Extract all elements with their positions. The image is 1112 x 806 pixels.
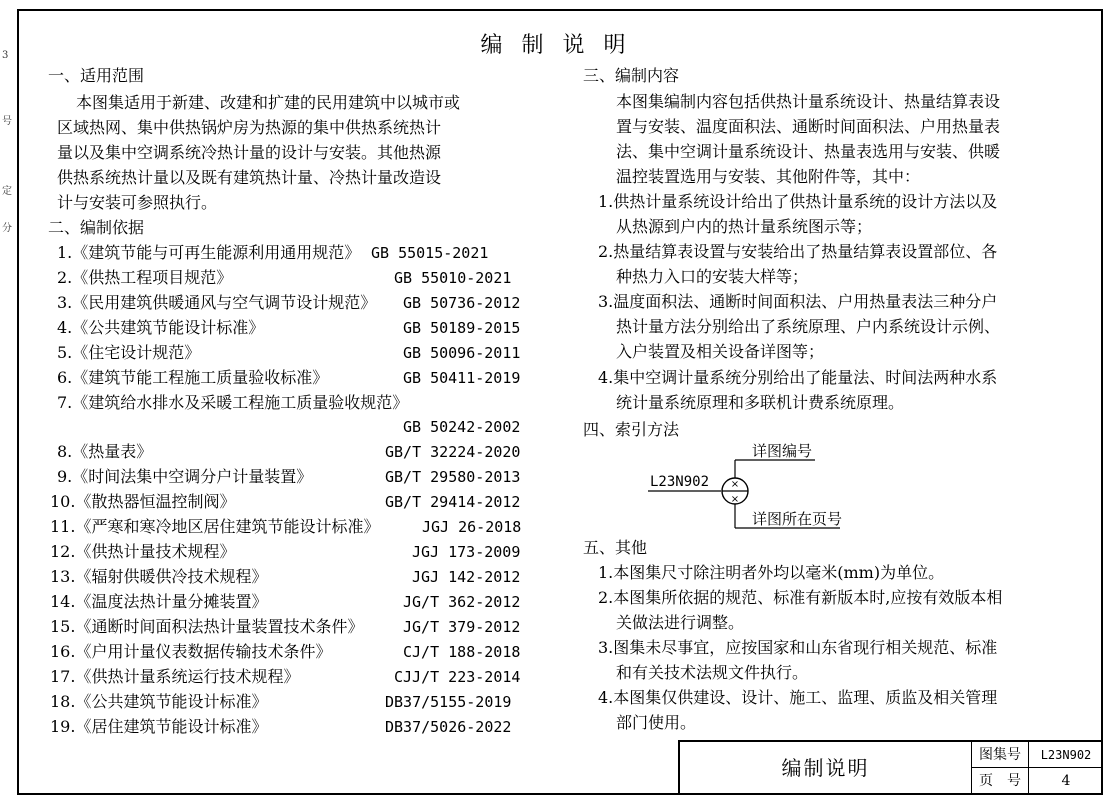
list-item-continuation: 关做法进行调整。 <box>616 613 745 632</box>
paragraph-line: 本图集适用于新建、改建和扩建的民用建筑中以城市或 <box>76 93 461 112</box>
standard-code: GB 55015-2021 <box>371 244 489 262</box>
atlas-number-value: L23N902 <box>1029 742 1103 768</box>
section-heading: 二、编制依据 <box>48 218 145 237</box>
standard-code: DB37/5026-2022 <box>385 718 512 736</box>
standard-code: GB 50411-2019 <box>403 369 521 387</box>
list-item: 13.《辐射供暖供冷技术规程》 <box>50 567 268 586</box>
list-item: 12.《供热计量技术规程》 <box>50 542 236 561</box>
paragraph-line: 法、集中空调计量系统设计、热量表选用与安装、供暖 <box>616 142 1001 161</box>
standard-code: JG/T 379-2012 <box>403 618 521 636</box>
list-item: 2.热量结算表设置与安装给出了热量结算表设置部位、各 <box>598 242 998 261</box>
list-item: 2.本图集所依据的规范、标准有新版本时,应按有效版本相 <box>598 588 1003 607</box>
list-item: 3.《民用建筑供暖通风与空气调节设计规范》 <box>57 293 377 312</box>
standard-name: 《公共建筑节能设计标准》 <box>72 318 265 337</box>
standard-name: 《散热器恒温控制阀》 <box>75 492 236 511</box>
index-mark-top: × <box>730 479 740 490</box>
list-item: 15.《通断时间面积法热计量装置技术条件》 <box>50 617 364 636</box>
page-number-label: 页 号 <box>972 768 1029 795</box>
strip-mark: 号 <box>2 116 12 127</box>
standard-code: GB 50736-2012 <box>403 294 521 312</box>
standard-name: 《时间法集中空调分户计量装置》 <box>72 467 313 486</box>
label-detail-number: 详图编号 <box>752 442 813 460</box>
list-item: 5.《住宅设计规范》 <box>57 343 201 362</box>
list-item-continuation: 种热力入口的安装大样等； <box>616 267 809 286</box>
standard-name: 《供热工程项目规范》 <box>72 268 233 287</box>
left-binding-strip <box>0 9 17 795</box>
list-item: 3.温度面积法、通断时间面积法、户用热量表法三种分户 <box>598 292 998 311</box>
list-item: 9.《时间法集中空调分户计量装置》 <box>57 467 313 486</box>
standard-code: GB 50242-2002 <box>403 418 521 436</box>
section-heading: 四、索引方法 <box>583 420 680 439</box>
standard-name: 《热量表》 <box>72 442 153 461</box>
standard-name: 《温度法热计量分摊装置》 <box>75 592 268 611</box>
standard-code: JGJ 142-2012 <box>412 568 521 586</box>
standard-name: 《住宅设计规范》 <box>72 343 201 362</box>
page-title: 编 制 说 明 <box>480 33 632 58</box>
section-heading: 三、编制内容 <box>583 66 680 85</box>
standard-name: 《严寒和寒冷地区居住建筑节能设计标准》 <box>75 517 380 536</box>
list-item: 2.《供热工程项目规范》 <box>57 268 233 287</box>
standard-code: CJJ/T 223-2014 <box>394 668 521 686</box>
list-item: 14.《温度法热计量分摊装置》 <box>50 592 268 611</box>
standard-code: CJ/T 188-2018 <box>403 643 521 661</box>
standard-name: 《供热计量系统运行技术规程》 <box>75 667 300 686</box>
standard-code: GB/T 32224-2020 <box>385 443 521 461</box>
list-item: 1.供热计量系统设计给出了供热计量系统的设计方法以及 <box>598 192 998 211</box>
standard-code: JG/T 362-2012 <box>403 593 521 611</box>
standard-code: GB 50189-2015 <box>403 319 521 337</box>
list-item-continuation: 热计量方法分别给出了系统原理、户内系统设计示例、 <box>616 317 1001 336</box>
list-item-continuation: 和有关技术法规文件执行。 <box>616 663 809 682</box>
standard-name: 《民用建筑供暖通风与空气调节设计规范》 <box>72 293 377 312</box>
list-item: 4.本图集仅供建设、设计、施工、监理、质监及相关管理 <box>598 688 998 707</box>
list-item: 11.《严寒和寒冷地区居住建筑节能设计标准》 <box>50 517 380 536</box>
standard-name: 《建筑节能工程施工质量验收标准》 <box>72 368 329 387</box>
label-atlas-code: L23N902 <box>650 474 710 490</box>
standard-code: GB 50096-2011 <box>403 344 521 362</box>
label-detail-page: 详图所在页号 <box>752 510 843 528</box>
list-item-continuation: 部门使用。 <box>616 713 697 732</box>
standard-name: 《户用计量仪表数据传输技术条件》 <box>75 642 332 661</box>
list-item: 6.《建筑节能工程施工质量验收标准》 <box>57 368 329 387</box>
list-item-continuation: 统计量系统原理和多联机计费系统原理。 <box>616 393 905 412</box>
section-heading: 五、其他 <box>583 538 648 557</box>
paragraph-line: 区域热网、集中供热锅炉房为热源的集中供热系统热计 <box>57 118 442 137</box>
strip-mark: 3 <box>2 50 9 61</box>
list-item: 7.《建筑给水排水及采暖工程施工质量验收规范》 <box>57 393 409 412</box>
page-number-value: 4 <box>1061 773 1071 789</box>
drawing-name: 编制说明 <box>680 742 972 795</box>
standard-name: 《供热计量技术规程》 <box>75 542 236 561</box>
paragraph-line: 本图集编制内容包括供热计量系统设计、热量结算表设 <box>616 92 1001 111</box>
list-item: 1.《建筑节能与可再生能源利用通用规范》 <box>57 243 361 262</box>
standard-code: DB37/5155-2019 <box>385 693 512 711</box>
standard-code: JGJ 26-2018 <box>422 518 522 536</box>
list-item-continuation: 从热源到户内的热计量系统图示等； <box>616 217 873 236</box>
title-block <box>678 740 1103 795</box>
standard-code: GB/T 29414-2012 <box>385 493 521 511</box>
standard-name: 《公共建筑节能设计标准》 <box>75 692 268 711</box>
paragraph-line: 置与安装、温度面积法、通断时间面积法、户用热量表 <box>616 117 1001 136</box>
index-symbol-diagram <box>640 436 850 536</box>
list-item: 4.集中空调计量系统分别给出了能量法、时间法两种水系 <box>598 368 998 387</box>
strip-mark: 定 <box>2 186 12 197</box>
paragraph-line: 温控装置选用与安装、其他附件等，其中： <box>616 167 921 186</box>
list-item: 18.《公共建筑节能设计标准》 <box>50 692 268 711</box>
list-item: 1.本图集尺寸除注明者外均以毫米(mm)为单位。 <box>598 563 945 582</box>
list-item: 8.《热量表》 <box>57 442 153 461</box>
paragraph-line: 量以及集中空调系统冷热计量的设计与安装。其他热源 <box>57 143 442 162</box>
standard-code: JGJ 173-2009 <box>412 543 521 561</box>
list-item: 16.《户用计量仪表数据传输技术条件》 <box>50 642 332 661</box>
atlas-number-label: 图集号 <box>972 742 1029 768</box>
standard-code: GB/T 29580-2013 <box>385 468 521 486</box>
strip-mark: 分 <box>2 223 12 234</box>
index-mark-bottom: × <box>730 494 740 505</box>
paragraph-line: 计与安装可参照执行。 <box>57 193 218 212</box>
list-item: 3.图集未尽事宜，应按国家和山东省现行相关规范、标准 <box>598 638 998 657</box>
standard-code: GB 55010-2021 <box>394 269 512 287</box>
standard-name: 《建筑节能与可再生能源利用通用规范》 <box>72 243 361 262</box>
list-item: 19.《居住建筑节能设计标准》 <box>50 717 268 736</box>
list-item: 17.《供热计量系统运行技术规程》 <box>50 667 300 686</box>
section-heading: 一、适用范围 <box>48 66 145 85</box>
list-item: 10.《散热器恒温控制阀》 <box>50 492 236 511</box>
standard-name: 《辐射供暖供冷技术规程》 <box>75 567 268 586</box>
list-item-continuation: 入户装置及相关设备详图等； <box>616 342 825 361</box>
paragraph-line: 供热系统热计量以及既有建筑热计量、冷热计量改造设 <box>57 168 442 187</box>
standard-name: 《通断时间面积法热计量装置技术条件》 <box>75 617 364 636</box>
list-item: 4.《公共建筑节能设计标准》 <box>57 318 265 337</box>
standard-name: 《居住建筑节能设计标准》 <box>75 717 268 736</box>
standard-name: 《建筑给水排水及采暖工程施工质量验收规范》 <box>72 393 409 412</box>
